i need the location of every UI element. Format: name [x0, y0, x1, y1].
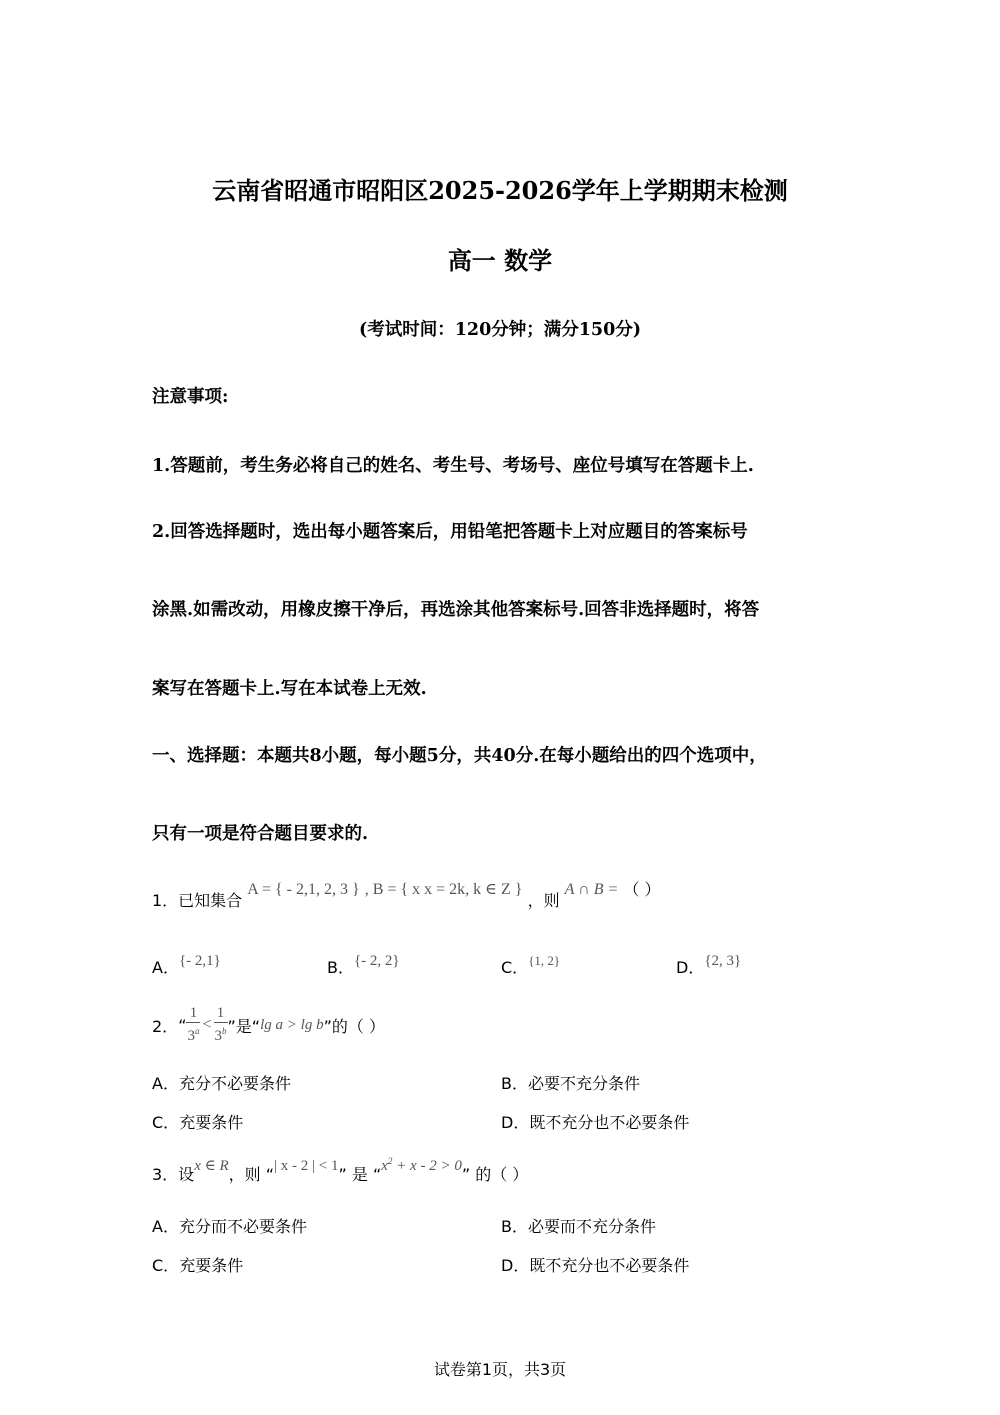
option-value: 既不充分也不必要条件: [529, 1113, 690, 1132]
question-3-prefix: 3．设: [152, 1165, 195, 1184]
question-1-paren: （ ）: [623, 880, 661, 899]
question-3-mid-1: ，则 “: [228, 1165, 275, 1184]
denominator-exponent: a: [194, 1026, 200, 1036]
question-2-is-text: ”是“: [227, 1016, 261, 1036]
option-value: 既不充分也不必要条件: [529, 1256, 690, 1275]
question-3-condition-0: x ∈ R: [194, 1158, 229, 1174]
option-label: D．: [501, 1256, 530, 1275]
exam-title: 云南省昭通市昭阳区2025-2026学年上学期期末检测: [212, 176, 788, 205]
question-2-condition: lg a > lg b: [260, 1016, 324, 1033]
question-3-tail: ” 的（ ）: [461, 1165, 529, 1184]
question-1-option-c[interactable]: [501, 952, 560, 975]
question-1-set-a: A = { - 2,1, 2, 3 }: [247, 881, 360, 898]
notice-item-2-line-1: 2.回答选择题时，选出每小题答案后，用铅笔把答题卡上对应题目的答案标号: [152, 522, 748, 542]
question-2-option-c[interactable]: [152, 1110, 243, 1133]
notice-item-1: 1.答题前，考生务必将自己的姓名、考生号、考场号、座位号填写在答题卡上.: [152, 456, 754, 476]
question-2: [152, 1000, 385, 1050]
fraction-denominator: [215, 1024, 227, 1044]
question-2-open-quote: “: [178, 1015, 187, 1035]
question-3-option-b[interactable]: [501, 1214, 656, 1237]
question-2-fraction-2: [214, 1006, 228, 1044]
denominator-exponent: b: [222, 1026, 227, 1036]
denominator-base: 3: [187, 1028, 195, 1044]
question-3: [152, 1152, 528, 1192]
question-1-expression: A ∩ B =: [564, 881, 619, 898]
exam-info: (考试时间：120分钟；满分150分): [358, 320, 642, 340]
option-value: {1, 2}: [528, 953, 561, 968]
question-3-option-a[interactable]: [152, 1214, 307, 1237]
fraction-bar: [214, 1022, 228, 1023]
question-2-fraction-1: [186, 1006, 200, 1044]
option-label: B．: [501, 1217, 528, 1236]
question-1-option-d[interactable]: [676, 952, 741, 975]
question-1: [152, 876, 660, 916]
fraction-numerator: 1: [216, 1005, 225, 1021]
exam-subtitle: 高一 数学: [447, 246, 553, 275]
option-value: 必要不充分条件: [527, 1074, 640, 1093]
question-2-option-d[interactable]: [501, 1110, 689, 1133]
question-3-condition-2: [381, 1158, 462, 1174]
question-2-tail: ”的（ ）: [323, 1016, 385, 1036]
denominator-base: 3: [214, 1028, 223, 1044]
option-label: C．: [152, 1113, 180, 1132]
fraction-numerator: 1: [189, 1005, 198, 1021]
question-2-prefix: 2．: [152, 1016, 179, 1036]
condition-2-exponent: 2: [387, 1156, 393, 1166]
question-3-condition-1: | x - 2 | < 1: [274, 1158, 339, 1174]
option-value: 必要而不充分条件: [527, 1217, 656, 1236]
question-3-option-c[interactable]: [152, 1253, 243, 1276]
question-1-prefix: 1．已知集合: [152, 891, 243, 910]
question-3-mid-2: ” 是 “: [338, 1165, 382, 1184]
option-label: A．: [152, 1074, 179, 1093]
notice-heading: 注意事项:: [152, 387, 229, 407]
option-value: {- 2,1}: [178, 953, 221, 969]
question-2-option-a[interactable]: [152, 1071, 291, 1094]
option-value: {- 2, 2}: [353, 953, 400, 969]
question-2-less-than: <: [202, 1016, 212, 1033]
option-label: A．: [152, 1217, 179, 1236]
option-value: 充分而不必要条件: [178, 1217, 307, 1236]
option-label: D．: [676, 958, 705, 977]
option-value: {2, 3}: [704, 953, 742, 969]
option-value: 充要条件: [179, 1113, 244, 1132]
section-1-line-1: 一、选择题：本题共8小题，每小题5分，共40分.在每小题给出的四个选项中，: [152, 746, 767, 766]
option-label: A．: [152, 958, 179, 977]
option-label: D．: [501, 1113, 530, 1132]
question-1-mid-text: ，则: [527, 891, 560, 910]
option-label: B．: [327, 958, 354, 977]
page-footer: 试卷第1页，共3页: [433, 1360, 567, 1379]
question-1-option-b[interactable]: [327, 952, 400, 975]
option-value: 充要条件: [179, 1256, 244, 1275]
option-value: 充分不必要条件: [178, 1074, 291, 1093]
notice-item-2-line-2: 涂黑.如需改动，用橡皮擦干净后，再选涂其他答案标号.回答非选择题时，将答: [152, 600, 760, 620]
question-2-option-b[interactable]: [501, 1071, 640, 1094]
condition-2-base: x: [381, 1158, 388, 1174]
notice-item-2-line-3: 案写在答题卡上.写在本试卷上无效.: [152, 679, 427, 699]
section-1-line-2: 只有一项是符合题目要求的.: [152, 824, 369, 844]
fraction-bar: [186, 1022, 200, 1023]
option-label: C．: [152, 1256, 180, 1275]
question-1-set-b: , B = { x x = 2k, k ∈ Z }: [364, 881, 523, 898]
question-1-option-a[interactable]: [152, 952, 221, 975]
fraction-denominator: [187, 1024, 199, 1044]
question-3-option-d[interactable]: [501, 1253, 689, 1276]
option-label: C．: [501, 958, 529, 977]
condition-2-rest: + x - 2 > 0: [392, 1158, 462, 1174]
option-label: B．: [501, 1074, 528, 1093]
